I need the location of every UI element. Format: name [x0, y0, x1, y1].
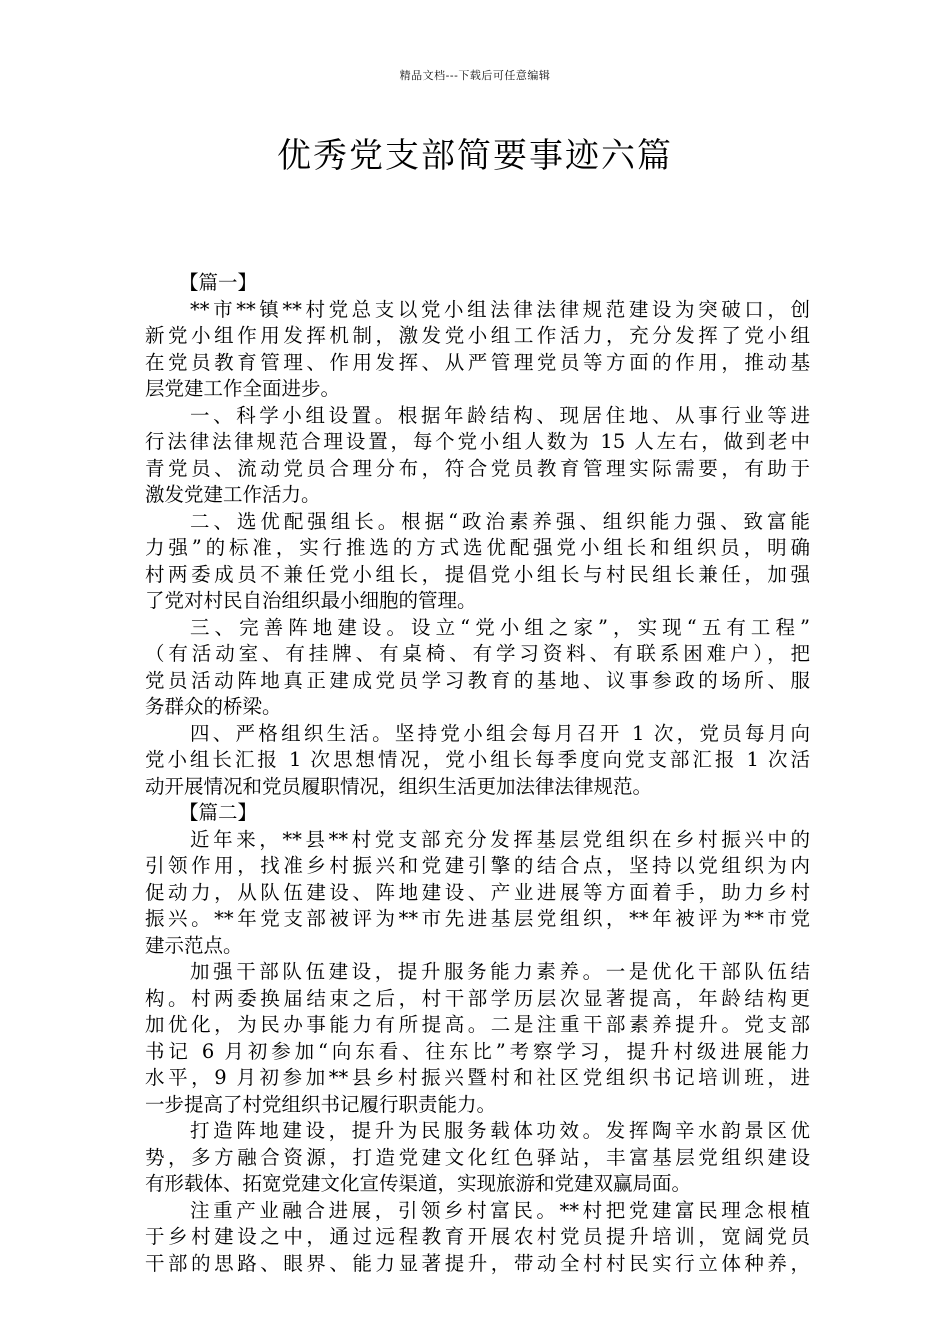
body-text-line: 于乡村建设之中，通过远程教育开展农村党员提升培训，宽阔党员	[145, 1225, 810, 1248]
document-body	[145, 270, 810, 1277]
body-text-line: 建示范点。	[145, 933, 243, 957]
body-text-line: 力强”的标准，实行推选的方式选优配强党小组长和组织员，明确	[145, 536, 810, 559]
page-header-note: 精品文档---下载后可任意编辑	[399, 69, 551, 82]
body-text-line: 村两委成员不兼任党小组长，提倡党小组长与村民组长兼任，加强	[145, 562, 810, 586]
body-text-line: 党员活动阵地真正建成党员学习教育的基地、议事参政的场所、服	[145, 668, 810, 692]
body-text-line: 引领作用，找准乡村振兴和党建引擎的结合点，坚持以党组织为内	[145, 854, 810, 877]
body-text-line: 行法律法律规范合理设置，每个党小组人数为 15 人左右，做到老中	[145, 430, 810, 453]
section-heading: 【篇二】	[179, 801, 258, 824]
body-text-line: （有活动室、有挂牌、有桌椅、有学习资料、有联系困难户），把	[145, 642, 810, 665]
body-text-line: 务群众的桥梁。	[145, 695, 282, 718]
body-text-line: 加强干部队伍建设，提升服务能力素养。一是优化干部队伍结	[190, 960, 810, 983]
body-text-line: 了党对村民自治组织最小细胞的管理。	[145, 589, 477, 612]
document-title: 优秀党支部简要事迹六篇	[277, 136, 673, 176]
body-text-line: 动开展情况和党员履职情况，组织生活更加法律法律规范。	[145, 774, 653, 798]
body-text-line: 书记 6 月初参加“向东看、往东比”考察学习，提升村级进展能力	[145, 1039, 810, 1063]
body-text-line: 构。村两委换届结束之后，村干部学历层次显著提高，年龄结构更	[145, 986, 810, 1010]
body-text-line: 有形载体、拓宽党建文化宣传渠道，实现旅游和党建双赢局面。	[145, 1172, 692, 1195]
body-text-line: 注重产业融合进展，引领乡村富民。**村把党建富民理念根植	[190, 1198, 810, 1222]
body-text-line: 打造阵地建设，提升为民服务载体功效。发挥陶辛水韵景区优	[190, 1119, 810, 1142]
body-text-line: 在党员教育管理、作用发挥、从严管理党员等方面的作用，推动基	[145, 350, 810, 374]
body-text-line: 三、完善阵地建设。设立“党小组之家”，实现“五有工程”	[190, 615, 810, 639]
body-text-line: **市**镇**村党总支以党小组法律法律规范建设为突破口，创	[190, 297, 810, 321]
body-text-line: 近年来，**县**村党支部充分发挥基层党组织在乡村振兴中的	[190, 827, 810, 851]
body-text-line: 层党建工作全面进步。	[145, 377, 341, 400]
body-text-line: 青党员、流动党员合理分布，符合党员教育管理实际需要，有助于	[145, 456, 810, 480]
body-text-line: 二、选优配强组长。根据“政治素养强、组织能力强、致富能	[190, 509, 810, 533]
body-text-line: 干部的思路、眼界、能力显著提升，带动全村村民实行立体种养，	[145, 1251, 810, 1275]
section-heading: 【篇一】	[179, 271, 258, 294]
body-text-line: 促动力，从队伍建设、阵地建设、产业进展等方面着手，助力乡村	[145, 880, 810, 904]
body-text-line: 振兴。**年党支部被评为**市先进基层党组织，**年被评为**市党	[145, 907, 810, 930]
body-text-line: 水平，9 月初参加**县乡村振兴暨村和社区党组织书记培训班，进	[145, 1066, 810, 1089]
body-text-line: 加优化，为民办事能力有所提高。二是注重干部素养提升。党支部	[145, 1013, 810, 1036]
body-text-line: 一步提高了村党组织书记履行职责能力。	[145, 1092, 497, 1116]
body-text-line: 势，多方融合资源，打造党建文化红色驿站，丰富基层党组织建设	[145, 1145, 810, 1169]
body-text-line: 激发党建工作活力。	[145, 483, 321, 506]
body-text-line: 党小组长汇报 1 次思想情况，党小组长每季度向党支部汇报 1 次活	[145, 748, 810, 771]
body-text-line: 一、科学小组设置。根据年龄结构、现居住地、从事行业等进	[190, 403, 810, 427]
body-text-line: 四、严格组织生活。坚持党小组会每月召开 1 次，党员每月向	[190, 721, 810, 745]
body-text-line: 新党小组作用发挥机制，激发党小组工作活力，充分发挥了党小组	[145, 324, 810, 347]
